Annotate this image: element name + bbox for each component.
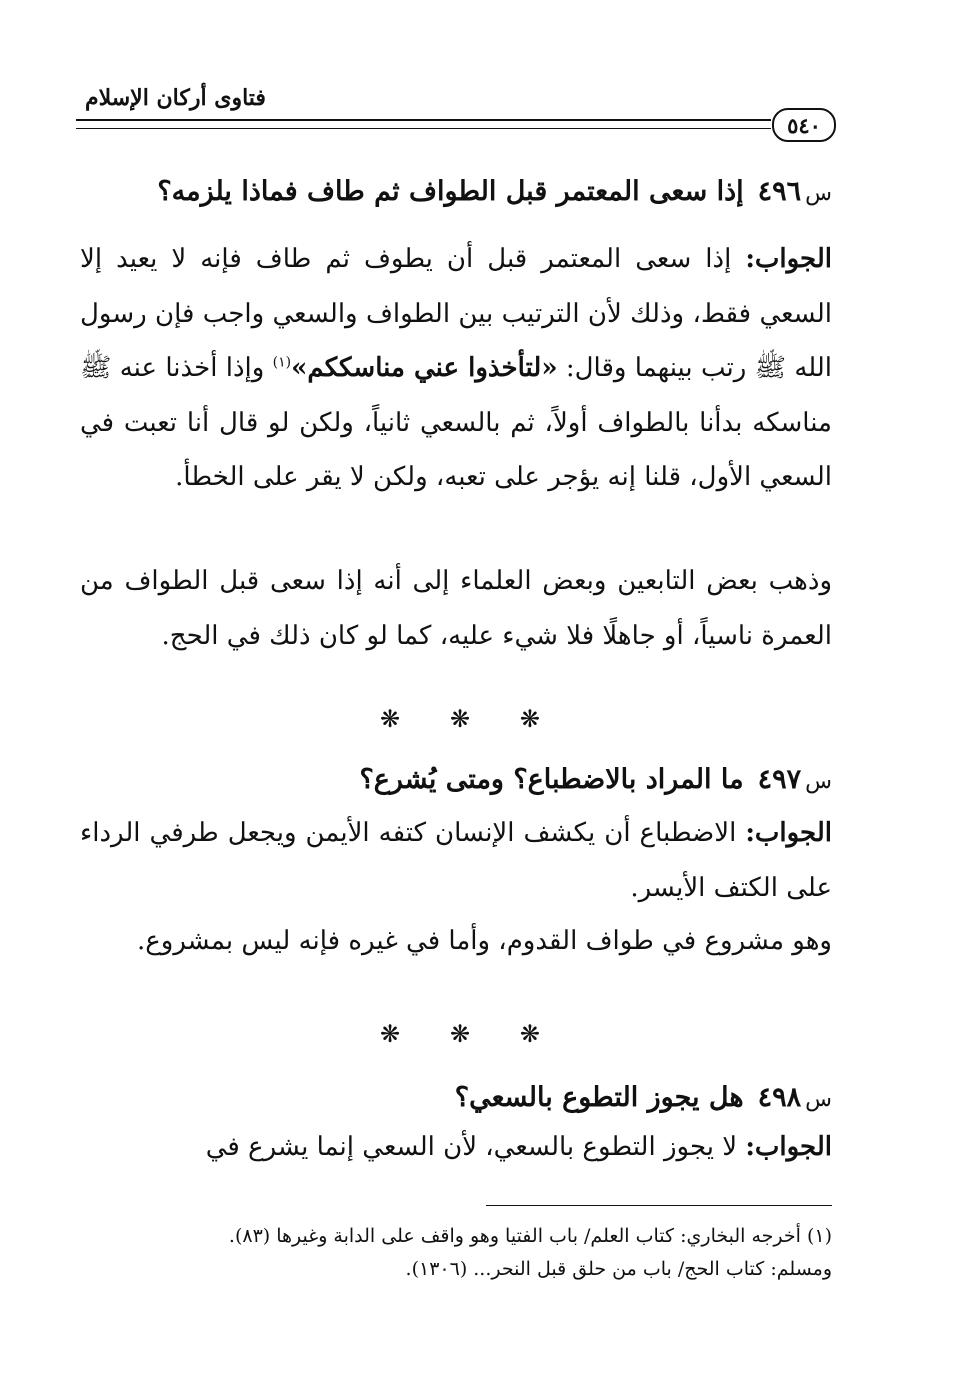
answer-label: الجواب:	[745, 818, 832, 848]
answer-text-part1: إذا سعى المعتمر قبل أن يطوف ثم طاف فإنه لا يعيد إلا السعي فقط، وذلك لأن الترتيب بين الطواف والسعي واجب فإن رسول الله ﷺ رتب بينهما وقال:	[80, 244, 833, 383]
separator-star: ❋	[519, 705, 540, 733]
answer-text: الاضطباع أن يكشف الإنسان كتفه الأيمن ويجعل طرفي الرداء على الكتف الأيسر.	[80, 818, 832, 903]
question-mark-label: س	[805, 1087, 832, 1112]
book-title: فتاوى أركان الإسلام	[85, 85, 266, 111]
separator-star: ❋	[449, 1020, 471, 1048]
question-496-heading	[80, 172, 832, 214]
answer-label: الجواب:	[745, 1132, 832, 1162]
answer-label: الجواب:	[745, 244, 832, 274]
header-rule	[76, 119, 771, 129]
question-mark-label: س	[805, 769, 832, 794]
footnote-rule	[486, 1205, 832, 1206]
footnote-line: (١) أخرجه البخاري: كتاب العلم/ باب الفتيا وهو واقف على الدابة وغيرها (٨٣).	[228, 1225, 832, 1247]
answer-496	[80, 232, 832, 505]
separator-star: ❋	[380, 1020, 401, 1048]
question-498-heading	[80, 1078, 832, 1120]
answer-496-paragraph-2: وذهب بعض التابعين وبعض العلماء إلى أنه إذا سعى قبل الطواف من العمرة ناسياً، أو جاهلًا فلا شيء عليه، كما لو كان ذلك في الحج.	[80, 566, 832, 651]
question-text: هل يجوز التطوع بالسعي؟	[454, 1082, 744, 1113]
page-number-badge	[772, 108, 836, 142]
page-number: ٥٤٠	[787, 112, 821, 138]
footnotes	[80, 1220, 832, 1286]
hadith-quote: «لتأخذوا عني مناسككم»	[291, 353, 558, 383]
question-text: إذا سعى المعتمر قبل الطواف ثم طاف فماذا يلزمه؟	[157, 176, 744, 207]
section-separator	[380, 705, 540, 733]
question-497-heading	[80, 760, 832, 802]
question-mark-label: س	[805, 181, 832, 206]
answer-497-paragraph-2: وهو مشروع في طواف القدوم، وأما في غيره فإنه ليس بمشروع.	[137, 926, 832, 956]
question-number: ٤٩٧	[757, 764, 802, 795]
separator-star: ❋	[380, 705, 401, 733]
answer-498	[80, 1120, 832, 1175]
answer-text-part2: وإذا أخذنا عنه ﷺ مناسكه بدأنا بالطواف أولاً، ثم بالسعي ثانياً، ولكن لو قال أنا تعبت في السعي الأول، قلنا إنه يؤجر على تعبه، ولكن لا يقر على الخطأ.	[80, 353, 832, 492]
question-number: ٤٩٨	[757, 1082, 802, 1113]
section-separator	[380, 1020, 540, 1048]
answer-text: لا يجوز التطوع بالسعي، لأن السعي إنما يشرع في	[205, 1132, 738, 1162]
question-text: ما المراد بالاضطباع؟ ومتى يُشرع؟	[359, 764, 744, 795]
footnote-line: ومسلم: كتاب الحج/ باب من حلق قبل النحر... (١٣٠٦).	[405, 1258, 832, 1280]
separator-star: ❋	[449, 705, 471, 733]
footnote-marker[interactable]: (١)	[272, 354, 292, 371]
answer-497	[80, 806, 832, 915]
separator-star: ❋	[519, 1020, 540, 1048]
question-number: ٤٩٦	[757, 176, 802, 207]
